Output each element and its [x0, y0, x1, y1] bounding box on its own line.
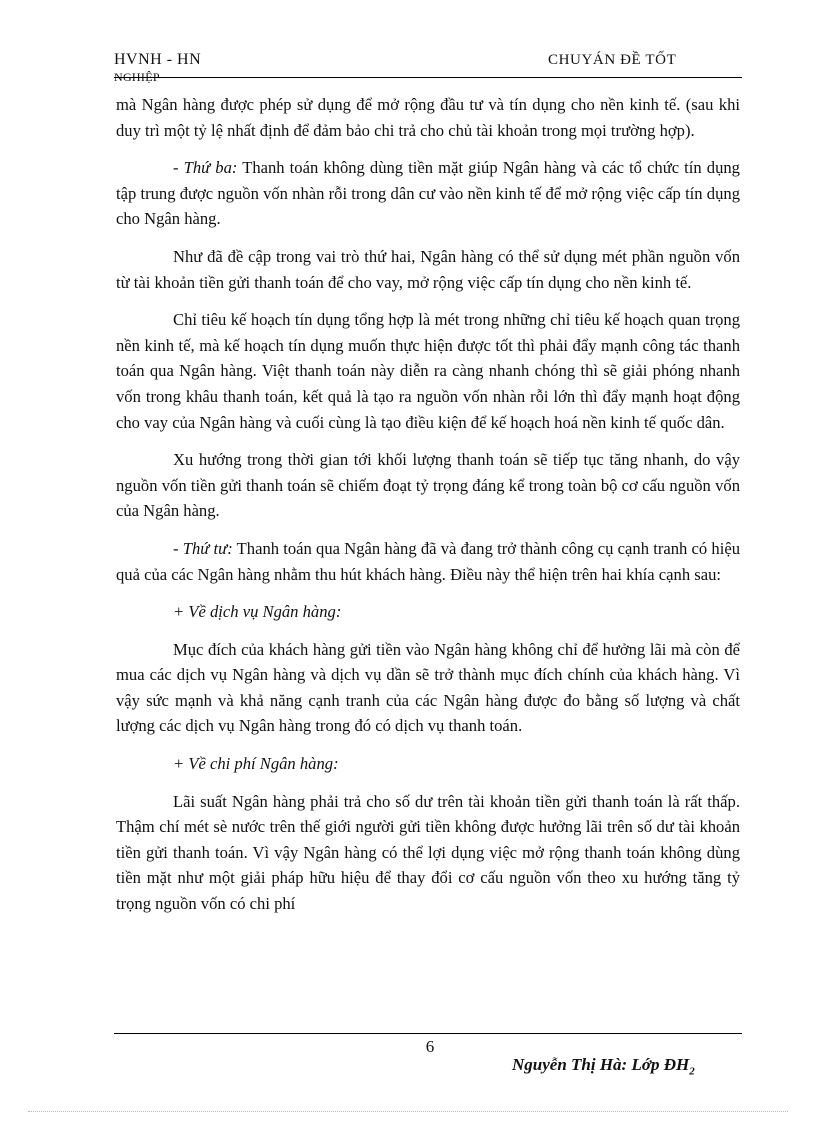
paragraph: Chỉ tiêu kế hoạch tín dụng tổng hợp là mét trong những chỉ tiêu kế hoạch quan trọng nền kinh tế, mà kế hoạch tín dụng muốn thực hiện được tốt thì phải đẩy mạnh công tác thanh toán qua Ngân hàng. Việt thanh toán này diễn ra càng nhanh chóng thì sẽ giải phóng nhanh vốn trong khâu thanh toán, kết quả là tạo ra nguồn vốn nhàn rỗi lớn thì đẩy mạnh hoạt động cho vay của Ngân hàng và cuối cùng là tạo điều kiện để kế hoạch hoá nền kinh tế quốc dân.	[116, 310, 740, 432]
header-left-line2: NGHIỆP	[114, 70, 160, 84]
paragraph: Mục đích của khách hàng gửi tiền vào Ngân hàng không chỉ để hưởng lãi mà còn để mua các dịch vụ Ngân hàng và dịch vụ dần sẽ trở thành mục đích chính của khách hàng. Vì vậy sức mạnh và khả năng cạnh tranh của các Ngân hàng được đo bằng số lượng và chất lượng các dịch vụ Ngân hàng trong đó có dịch vụ thanh toán.	[116, 639, 740, 736]
subheading: + Về chi phí Ngân hàng:	[173, 754, 339, 774]
header-left: HVNH - HN	[114, 51, 202, 68]
paragraph-lead: - Thứ ba:	[173, 158, 238, 178]
paragraph	[116, 536, 740, 587]
header-right: CHUYÁN ĐỀ TỐT	[548, 52, 677, 68]
paragraph: Như đã đề cập trong vai trò thứ hai, Ngân hàng có thể sử dụng mét phần nguồn vốn từ tài khoản tiền gửi thanh toán để cho vay, mở rộng việc cấp tín dụng cho nền kinh tế.	[116, 246, 740, 292]
body-text	[116, 92, 740, 929]
paragraph	[116, 155, 740, 232]
paragraph-text: Thanh toán qua Ngân hàng đã và đang trở thành công cụ cạnh tranh có hiệu quả của các Ngân hàng nhằm thu hút khách hàng. Điều này thể hiện trên hai khía cạnh sau:	[116, 538, 740, 584]
paragraph-text: Thanh toán không dùng tiền mặt giúp Ngân hàng và các tổ chức tín dụng tập trung được nguồn vốn nhàn rỗi trong dân cư vào nền kinh tế để mở rộng việc cấp tín dụng cho Ngân hàng.	[116, 158, 740, 229]
paragraph: Lãi suất Ngân hàng phải trả cho số dư trên tài khoản tiền gửi thanh toán là rất thấp. Thậm chí mét sè nước trên thế giới người gửi tiền không được hưởng lãi trên số dư tài khoản tiền gửi thanh toán. Vì vậy Ngân hàng có thể lợi dụng việc mở rộng thanh toán không dùng tiền mặt như một giải pháp hữu hiệu để thay đổi cơ cấu nguồn vốn theo xu hướng tăng tỷ trọng nguồn vốn có chi phí	[116, 791, 740, 914]
footer-rule	[114, 1033, 742, 1034]
paragraph: mà Ngân hàng được phép sử dụng để mở rộng đầu tư và tín dụng cho nền kinh tế. (sau khi duy trì một tỷ lệ nhất định để đảm bảo chi trả cho chủ tài khoản trong mọi trường hợp).	[116, 95, 740, 140]
header-rule	[114, 77, 742, 78]
page-bottom-divider	[28, 1111, 788, 1112]
paragraph: Xu hướng trong thời gian tới khối lượng thanh toán sẽ tiếp tục tăng nhanh, do vậy nguồn vốn tiền gửi thanh toán sẽ chiếm đoạt tỷ trọng đáng kể trong toàn bộ cơ cấu nguồn vốn của Ngân hàng.	[116, 450, 740, 521]
subheading: + Về dịch vụ Ngân hàng:	[173, 602, 342, 622]
paragraph-lead: - Thứ tư:	[173, 538, 233, 558]
author-subscript: 2	[689, 1065, 695, 1078]
page-number: 6	[425, 1037, 435, 1056]
author-text: Nguyễn Thị Hà: Lớp ĐH	[512, 1055, 690, 1074]
footer-author	[512, 1055, 695, 1077]
